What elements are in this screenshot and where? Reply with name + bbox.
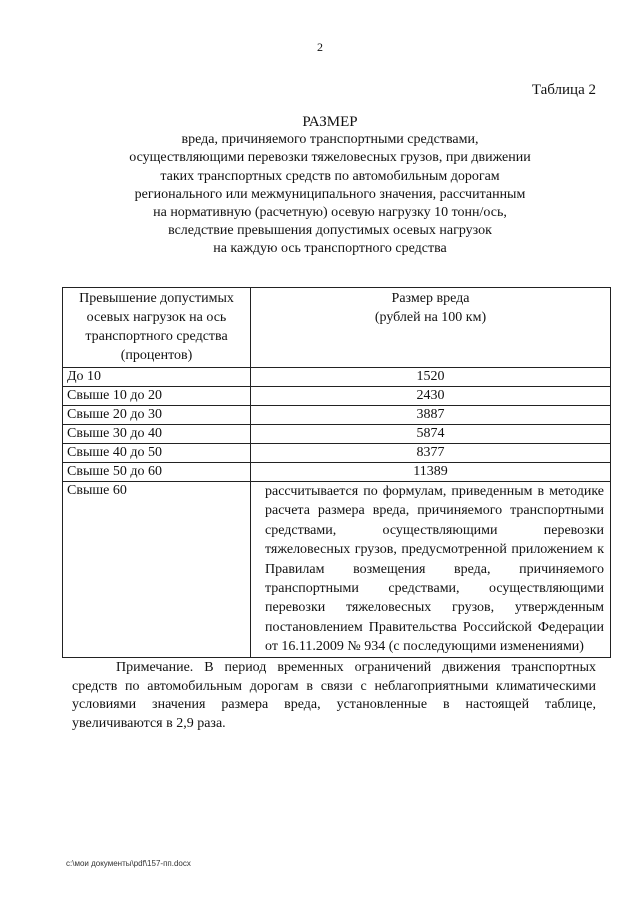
row-value: 11389: [251, 463, 611, 482]
footer-file-path: c:\мои документы\pdf\157-пп.docx: [66, 859, 191, 868]
heading-line: таких транспортных средств по автомобильным дорогам: [160, 168, 500, 184]
header-axle-overload: [63, 288, 251, 368]
heading-line: регионального или межмуниципального значения, рассчитанным: [134, 186, 526, 202]
table-row: [63, 368, 611, 387]
table-heading: [60, 113, 600, 259]
row-value: 1520: [251, 368, 611, 387]
row-range: Свыше 50 до 60: [63, 463, 251, 482]
heading-line: на каждую ось транспортного средства: [213, 241, 447, 257]
table-note: Примечание. В период временных ограничений движения транспортных средств по автомобильным дорогам в связи с неблагоприятными климатическими условиями значения размера вреда, установленные в настоящей таблице, увеличиваются в 2,9 раза.: [72, 660, 596, 731]
row-range: Свыше 10 до 20: [63, 387, 251, 406]
row-value: 5874: [251, 425, 611, 444]
row-formula-text: рассчитывается по формулам, приведенным в методике расчета размера вреда, причиняемого транспортными средствами, осуществляющими перевозки тяжеловесных грузов, предусмотренной приложением к Правилам возмещения вреда, причиняемого транспортными средствами, осуществляющими перевозки тяжеловесных грузов, утвержденным постановлением Правительства Российской Федерации от 16.11.2009 № 934 (с последующими изменениями): [251, 482, 611, 658]
header-damage-amount: [251, 288, 611, 368]
page-number: 2: [317, 40, 323, 54]
heading-line: осуществляющими перевозки тяжеловесных грузов, при движении: [129, 150, 531, 166]
row-range: Свыше 20 до 30: [63, 406, 251, 425]
table-row: [63, 387, 611, 406]
row-range: Свыше 40 до 50: [63, 444, 251, 463]
row-value: 2430: [251, 387, 611, 406]
heading-line: вследствие превышения допустимых осевых нагрузок: [168, 223, 492, 239]
row-range: Свыше 60: [63, 482, 251, 658]
header-line: Размер вреда: [391, 291, 470, 306]
row-value: 8377: [251, 444, 611, 463]
table-row: [63, 444, 611, 463]
row-range: Свыше 30 до 40: [63, 425, 251, 444]
table-row: [63, 463, 611, 482]
heading-line: вреда, причиняемого транспортными средствами,: [181, 132, 479, 148]
damage-table: [62, 287, 611, 658]
heading-line: на нормативную (расчетную) осевую нагрузку 10 тонн/ось,: [153, 205, 507, 221]
table-row: [63, 406, 611, 425]
header-line: (рублей на 100 км): [374, 310, 487, 325]
row-range: До 10: [63, 368, 251, 387]
table-label: Таблица 2: [531, 82, 596, 98]
header-line: осевых нагрузок на ось: [86, 310, 227, 325]
row-value: 3887: [251, 406, 611, 425]
table-row: [63, 482, 611, 658]
table-header-row: [63, 288, 611, 368]
heading-title: РАЗМЕР: [302, 114, 358, 130]
header-line: Превышение допустимых: [79, 291, 234, 306]
table-row: [63, 425, 611, 444]
header-line: (процентов): [120, 348, 193, 363]
header-line: транспортного средства: [85, 329, 228, 344]
